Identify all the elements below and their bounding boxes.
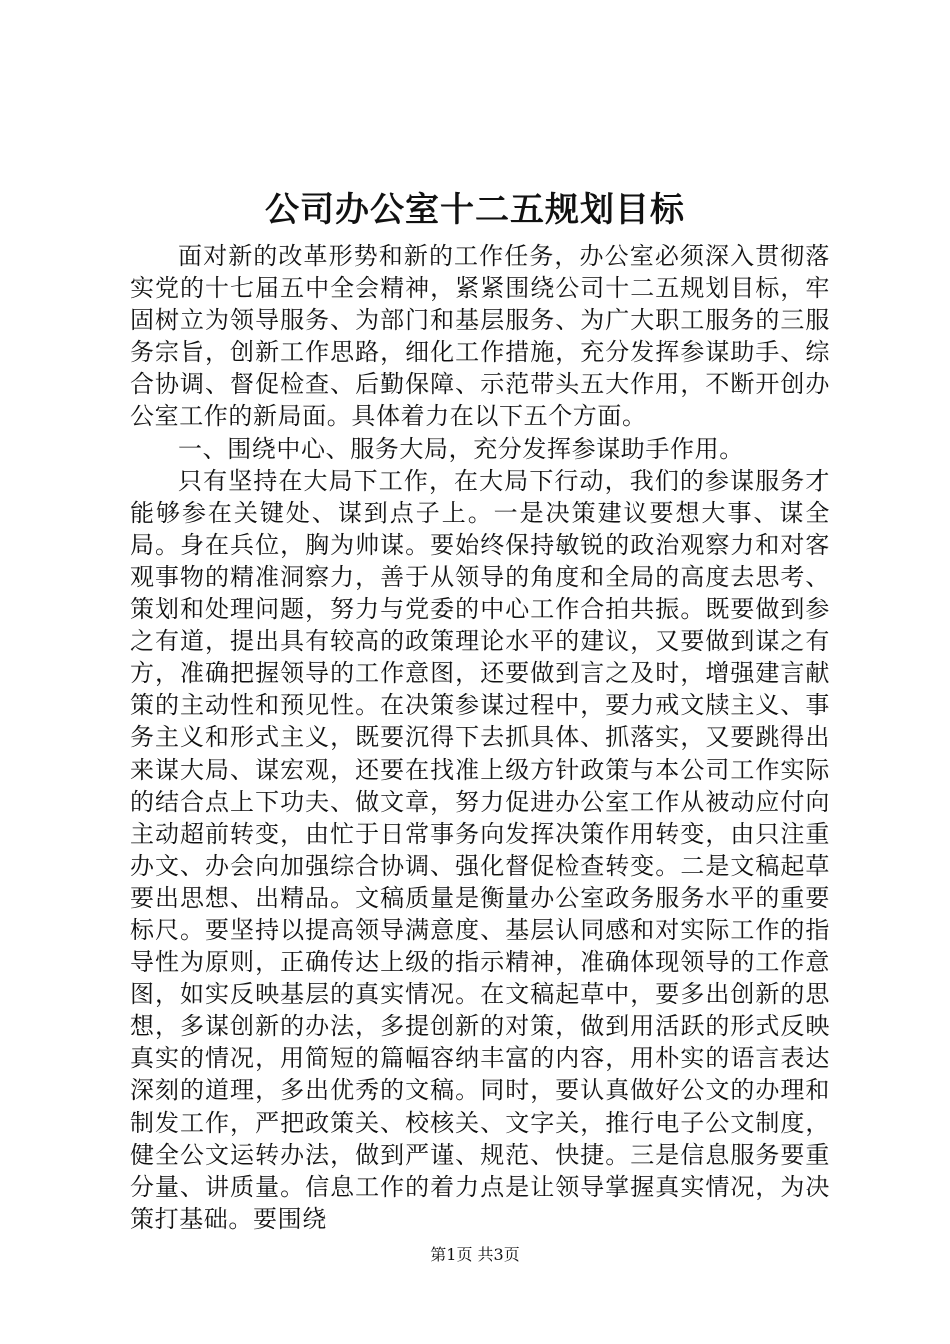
- page-footer: 第1页 共3页: [430, 1245, 520, 1264]
- paragraph-intro: 面对新的改革形势和新的工作任务，办公室必须深入贯彻落实党的十七届五中全会精神，紧紧围绕公司十二五规划目标，牢固树立为领导服务、为部门和基层服务、为广大职工服务的三服务宗旨，创新工作思路，细化工作措施，充分发挥参谋助手、综合协调、督促检查、后勤保障、示范带头五大作用，不断开创办公室工作的新局面。具体着力在以下五个方面。: [130, 242, 830, 431]
- paragraph-main: 只有坚持在大局下工作，在大局下行动，我们的参谋服务才能够参在关键处、谋到点子上。一是决策建议要想大事、谋全局。身在兵位，胸为帅谋。要始终保持敏锐的政治观察力和对客观事物的精准洞察力，善于从领导的角度和全局的高度去思考、策划和处理问题，努力与党委的中心工作合拍共振。既要做到参之有道，提出具有较高的政策理论水平的建议，又要做到谋之有方，准确把握领导的工作意图，还要做到言之及时，增强建言献策的主动性和预见性。在决策参谋过程中，要力戒文牍主义、事务主义和形式主义，既要沉得下去抓具体、抓落实，又要跳得出来谋大局、谋宏观，还要在找准上级方针政策与本公司工作实际的结合点上下功夫、做文章，努力促进办公室工作从被动应付向主动超前转变，由忙于日常事务向发挥决策作用转变，由只注重办文、办会向加强综合协调、强化督促检查转变。二是文稿起草要出思想、出精品。文稿质量是衡量办公室政务服务水平的重要标尺。要坚持以提高领导满意度、基层认同感和对实际工作的指导性为原则，正确传达上级的指示精神，准确体现领导的工作意图，如实反映基层的真实情况。在文稿起草中，要多出创新的思想，多谋创新的办法，多提创新的对策，做到用活跃的形式反映真实的情况，用简短的篇幅容纳丰富的内容，用朴实的语言表达深刻的道理，多出优秀的文稿。同时，要认真做好公文的办理和制发工作，严把政策关、校核关、文字关，推行电子公文制度，健全公文运转办法，做到严谨、规范、快捷。三是信息服务要重分量、讲质量。信息工作的着力点是让领导掌握真实情况，为决策打基础。要围绕: [130, 466, 830, 1233]
- paragraph-heading-1: 一、围绕中心、服务大局，充分发挥参谋助手作用。: [178, 434, 744, 463]
- document-title: 公司办公室十二五规划目标: [265, 190, 685, 230]
- document-body: [130, 240, 830, 1235]
